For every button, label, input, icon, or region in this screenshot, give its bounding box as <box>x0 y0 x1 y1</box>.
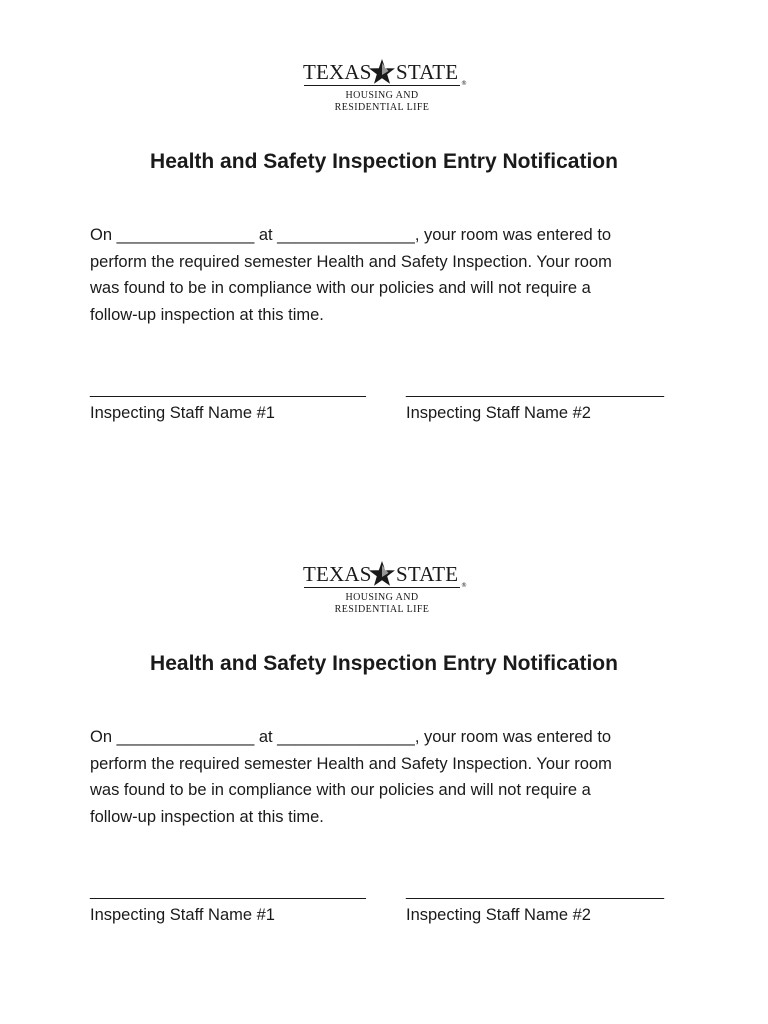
star-icon <box>368 560 396 588</box>
signature-label-staff-2: Inspecting Staff Name #2 <box>406 906 591 924</box>
signature-label-staff-1: Inspecting Staff Name #1 <box>90 906 275 924</box>
notice-body-line: On _______________ at _______________, your room was entered to <box>90 226 612 244</box>
notice-card <box>0 0 768 502</box>
texas-state-logo <box>300 58 470 118</box>
notice-body-line: perform the required semester Health and Safety Inspection. Your room <box>90 252 612 271</box>
notice-body-line: On _______________ at _______________, your room was entered to <box>90 728 612 746</box>
star-icon <box>368 58 396 86</box>
notice-body <box>90 724 690 830</box>
registered-mark: ® <box>461 582 467 589</box>
texas-state-logo <box>300 560 470 620</box>
notice-body-line: follow-up inspection at this time. <box>90 807 324 826</box>
signature-label-staff-2: Inspecting Staff Name #2 <box>406 404 591 422</box>
logo-wordmark <box>300 560 470 588</box>
notice-title: Health and Safety Inspection Entry Notification <box>150 150 618 173</box>
signature-label-staff-1: Inspecting Staff Name #1 <box>90 404 275 422</box>
signature-line-staff-1: _______________________________ <box>90 381 366 398</box>
notice-body-line: was found to be in compliance with our policies and will not require a <box>90 781 591 799</box>
notice-body-line: follow-up inspection at this time. <box>90 305 324 324</box>
logo-divider <box>304 85 460 86</box>
logo-word-texas: TEXAS <box>303 562 372 586</box>
logo-word-state: STATE <box>396 562 459 586</box>
logo-word-texas: TEXAS <box>303 60 372 84</box>
logo-subline-residential: RESIDENTIAL LIFE <box>334 604 430 615</box>
logo-divider <box>304 587 460 588</box>
logo-subline-housing: HOUSING AND <box>345 90 419 101</box>
notice-card <box>0 502 768 1004</box>
logo-subline-residential: RESIDENTIAL LIFE <box>334 102 430 113</box>
logo-wordmark <box>300 58 470 86</box>
registered-mark: ® <box>461 80 467 87</box>
signature-line-staff-1: _______________________________ <box>90 883 366 900</box>
notice-title: Health and Safety Inspection Entry Notification <box>150 652 618 675</box>
signature-line-staff-2: _____________________________ <box>406 381 665 398</box>
signature-line-staff-2: _____________________________ <box>406 883 665 900</box>
logo-subline-housing: HOUSING AND <box>345 592 419 603</box>
notice-body <box>90 222 690 328</box>
notice-body-line: perform the required semester Health and Safety Inspection. Your room <box>90 754 612 773</box>
notice-body-line: was found to be in compliance with our policies and will not require a <box>90 279 591 297</box>
logo-word-state: STATE <box>396 60 459 84</box>
